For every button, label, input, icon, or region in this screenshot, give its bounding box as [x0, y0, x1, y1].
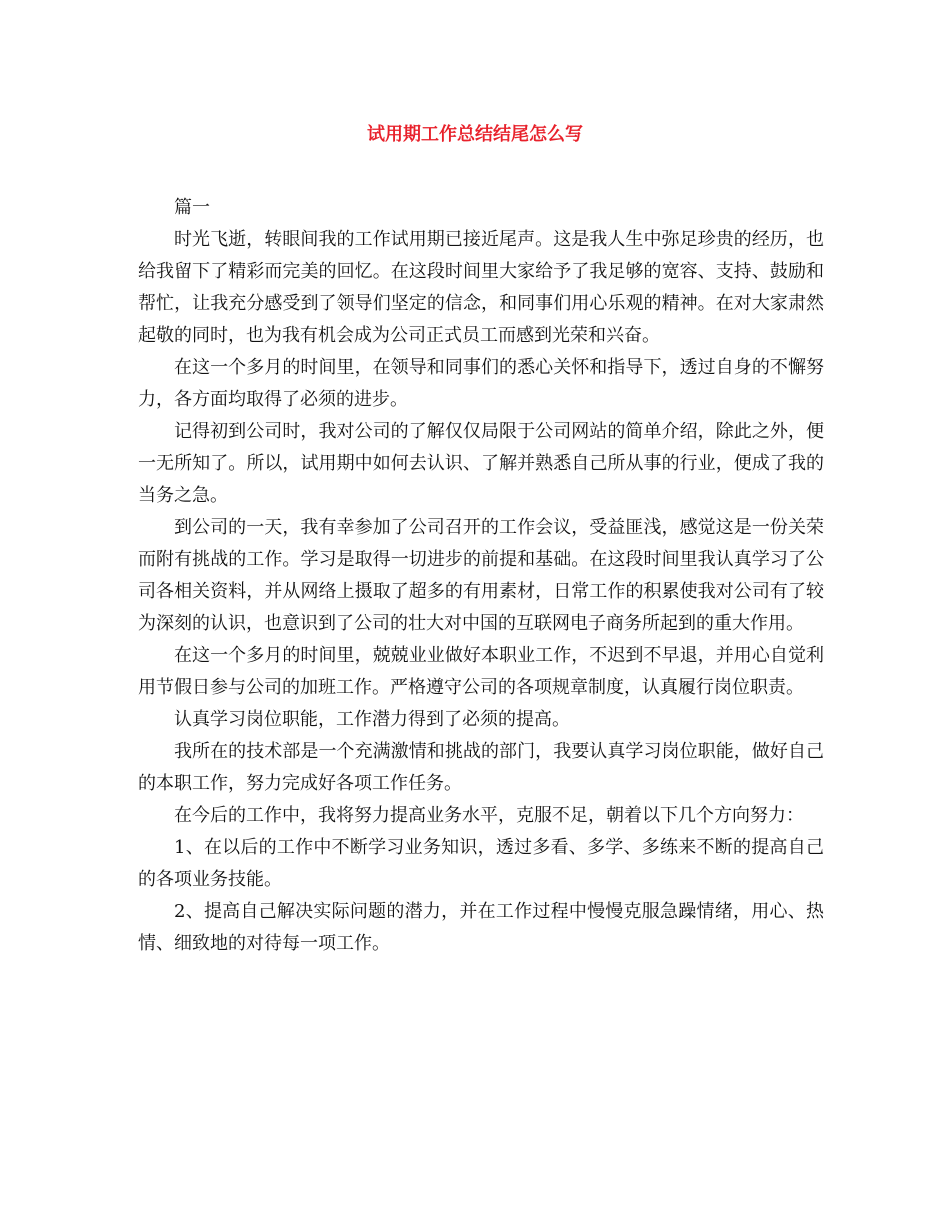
paragraph: 1、在以后的工作中不断学习业务知识，透过多看、多学、多练来不断的提高自己的各项业务技能。 [138, 837, 824, 890]
paragraph: 在今后的工作中，我将努力提高业务水平，克服不足，朝着以下几个方向努力： [174, 805, 804, 826]
paragraph: 2、提高自己解决实际问题的潜力，并在工作过程中慢慢克服急躁情绪，用心、热情、细致地的对待每一项工作。 [138, 901, 824, 954]
paragraph: 在这一个多月的时间里，在领导和同事们的悉心关怀和指导下，透过自身的不懈努力，各方面均取得了必须的进步。 [138, 357, 824, 410]
paragraph: 在这一个多月的时间里，兢兢业业做好本职业工作，不迟到不早退，并用心自觉利用节假日参与公司的加班工作。严格遵守公司的各项规章制度，认真履行岗位职责。 [138, 645, 824, 698]
paragraph: 我所在的技术部是一个充满激情和挑战的部门，我要认真学习岗位职能，做好自己的本职工作，努力完成好各项工作任务。 [138, 741, 824, 794]
document-body [138, 192, 824, 960]
document-title: 试用期工作总结结尾怎么写 [367, 124, 583, 145]
paragraph: 认真学习岗位职能，工作潜力得到了必须的提高。 [174, 709, 570, 730]
paragraph: 到公司的一天，我有幸参加了公司召开的工作会议，受益匪浅，感觉这是一份关荣而附有挑战的工作。学习是取得一切进步的前提和基础。在这段时间里我认真学习了公司各相关资料，并从网络上摄取了超多的有用素材，日常工作的积累使我对公司有了较为深刻的认识，也意识到了公司的壮大对中国的互联网电子商务所起到的重大作用。 [138, 517, 824, 634]
paragraph: 时光飞逝，转眼间我的工作试用期已接近尾声。这是我人生中弥足珍贵的经历，也给我留下了精彩而完美的回忆。在这段时间里大家给予了我足够的宽容、支持、鼓励和帮忙，让我充分感受到了领导们坚定的信念，和同事们用心乐观的精神。在对大家肃然起敬的同时，也为我有机会成为公司正式员工而感到光荣和兴奋。 [138, 229, 824, 346]
paragraph: 记得初到公司时，我对公司的了解仅仅局限于公司网站的简单介绍，除此之外，便一无所知了。所以，试用期中如何去认识、了解并熟悉自己所从事的行业，便成了我的当务之急。 [138, 421, 824, 506]
paragraph: 篇一 [174, 197, 210, 218]
